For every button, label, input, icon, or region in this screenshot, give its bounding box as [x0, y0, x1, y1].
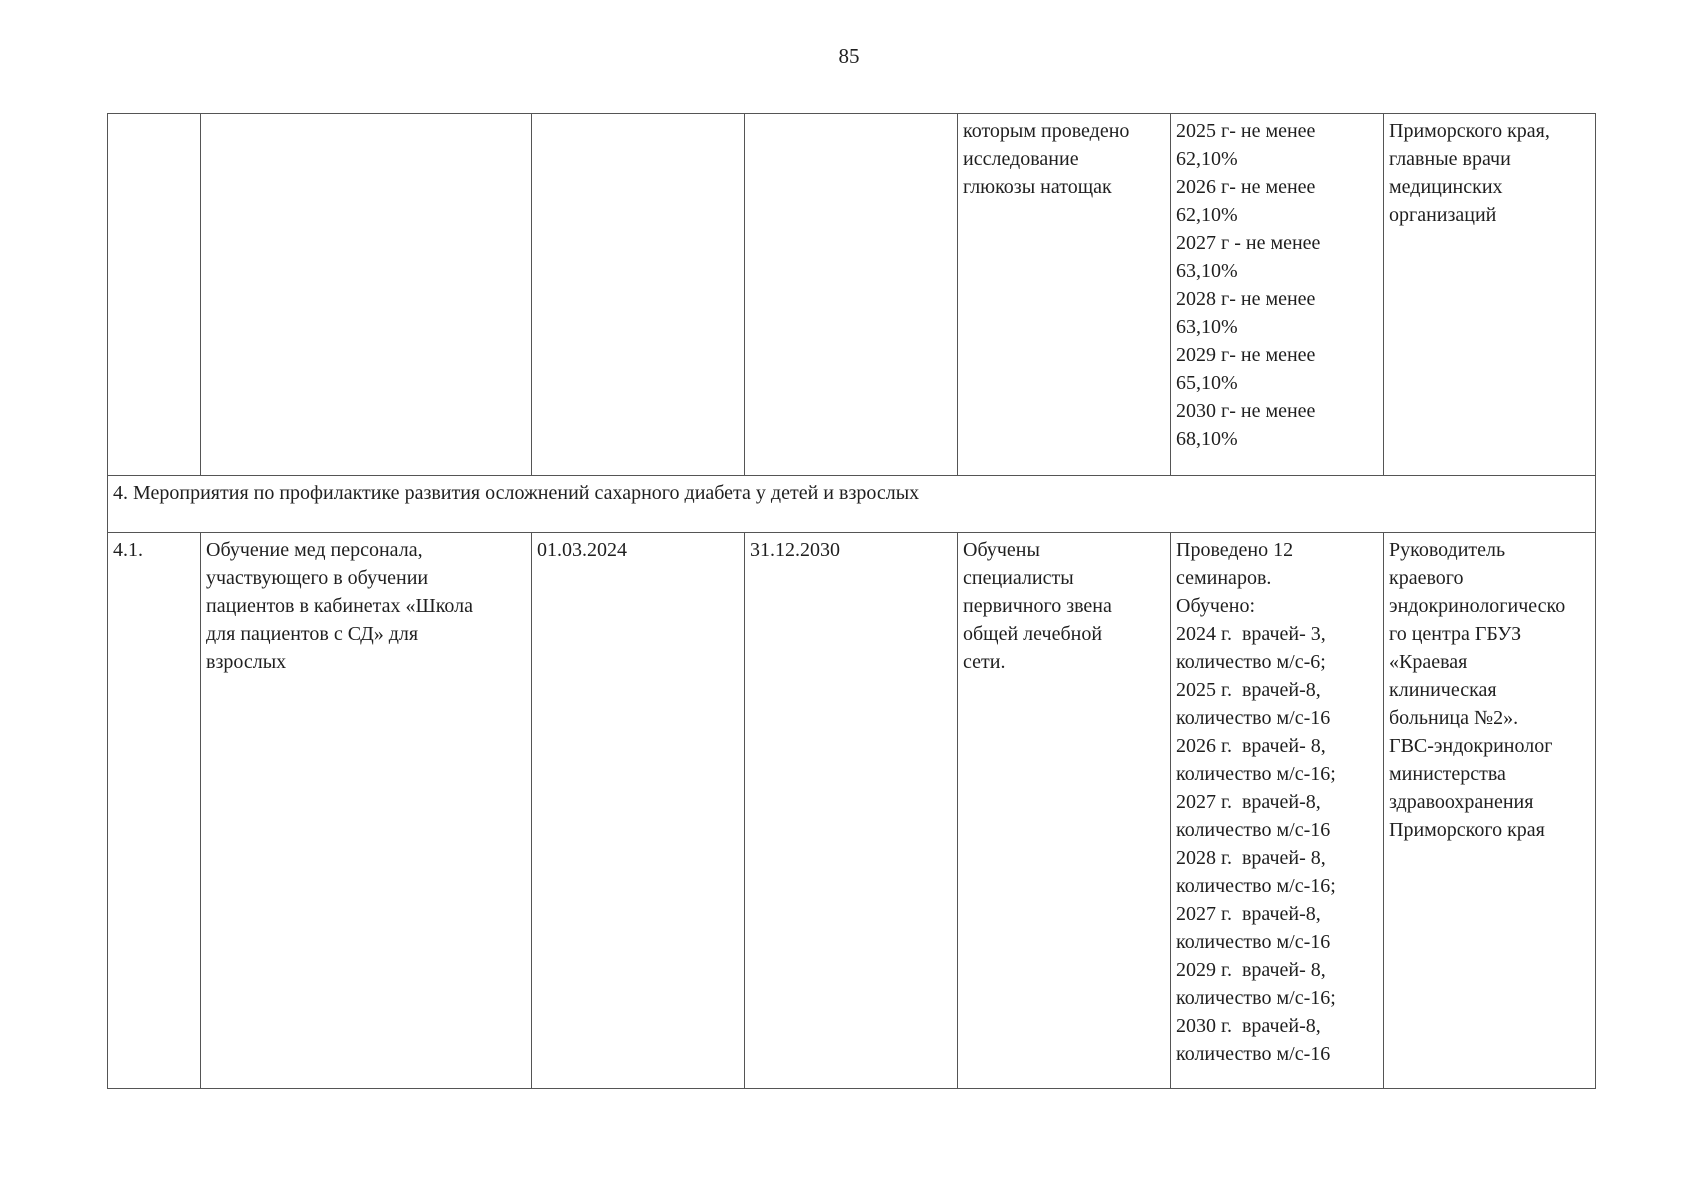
cell-item-end-date: 31.12.2030 — [745, 533, 958, 1089]
cell-targets: 2025 г- не менее 62,10% 2026 г- не менее 62,10% 2027 г - не менее 63,10% 2028 г- не менее 63,10% 2029 г- не менее 65,10% 2030 г- не менее 68,10% — [1171, 114, 1384, 476]
cell-responsible-tail: Приморского края, главные врачи медицинских организаций — [1384, 114, 1596, 476]
table-row-continuation — [108, 114, 1596, 476]
measures-table — [107, 113, 1596, 1089]
cell-item-responsible: Руководитель краевого эндокринологическо го центра ГБУЗ «Краевая клиническая больница №2». ГВС-эндокринолог министерства здравоохранения Приморского края — [1384, 533, 1596, 1089]
cell-end-empty — [745, 114, 958, 476]
cell-item-number: 4.1. — [108, 533, 201, 1089]
cell-indicator-tail: которым проведено исследование глюкозы натощак — [958, 114, 1171, 476]
cell-start-empty — [532, 114, 745, 476]
table-row-section-heading — [108, 476, 1596, 533]
cell-item-start-date: 01.03.2024 — [532, 533, 745, 1089]
cell-item-activity: Обучение мед персонала, участвующего в обучении пациентов в кабинетах «Школа для пациентов с СД» для взрослых — [201, 533, 532, 1089]
page-number: 85 — [838, 44, 860, 68]
table-row-item — [108, 533, 1596, 1089]
cell-number-empty — [108, 114, 201, 476]
cell-activity-empty — [201, 114, 532, 476]
cell-item-indicators: Проведено 12 семинаров. Обучено: 2024 г. врачей- 3, количество м/с-6; 2025 г. врачей-8, количество м/с-16 2026 г. врачей- 8, количество м/с-16; 2027 г. врачей-8, количество м/с-16 2028 г. врачей- 8, количество м/с-16; 2027 г. врачей-8, количество м/с-16 2029 г. врачей- 8, количество м/с-16; 2030 г. врачей-8, количество м/с-16 — [1171, 533, 1384, 1089]
cell-item-result: Обучены специалисты первичного звена общей лечебной сети. — [958, 533, 1171, 1089]
section-heading: 4. Мероприятия по профилактике развития осложнений сахарного диабета у детей и взрослых — [108, 476, 1596, 533]
